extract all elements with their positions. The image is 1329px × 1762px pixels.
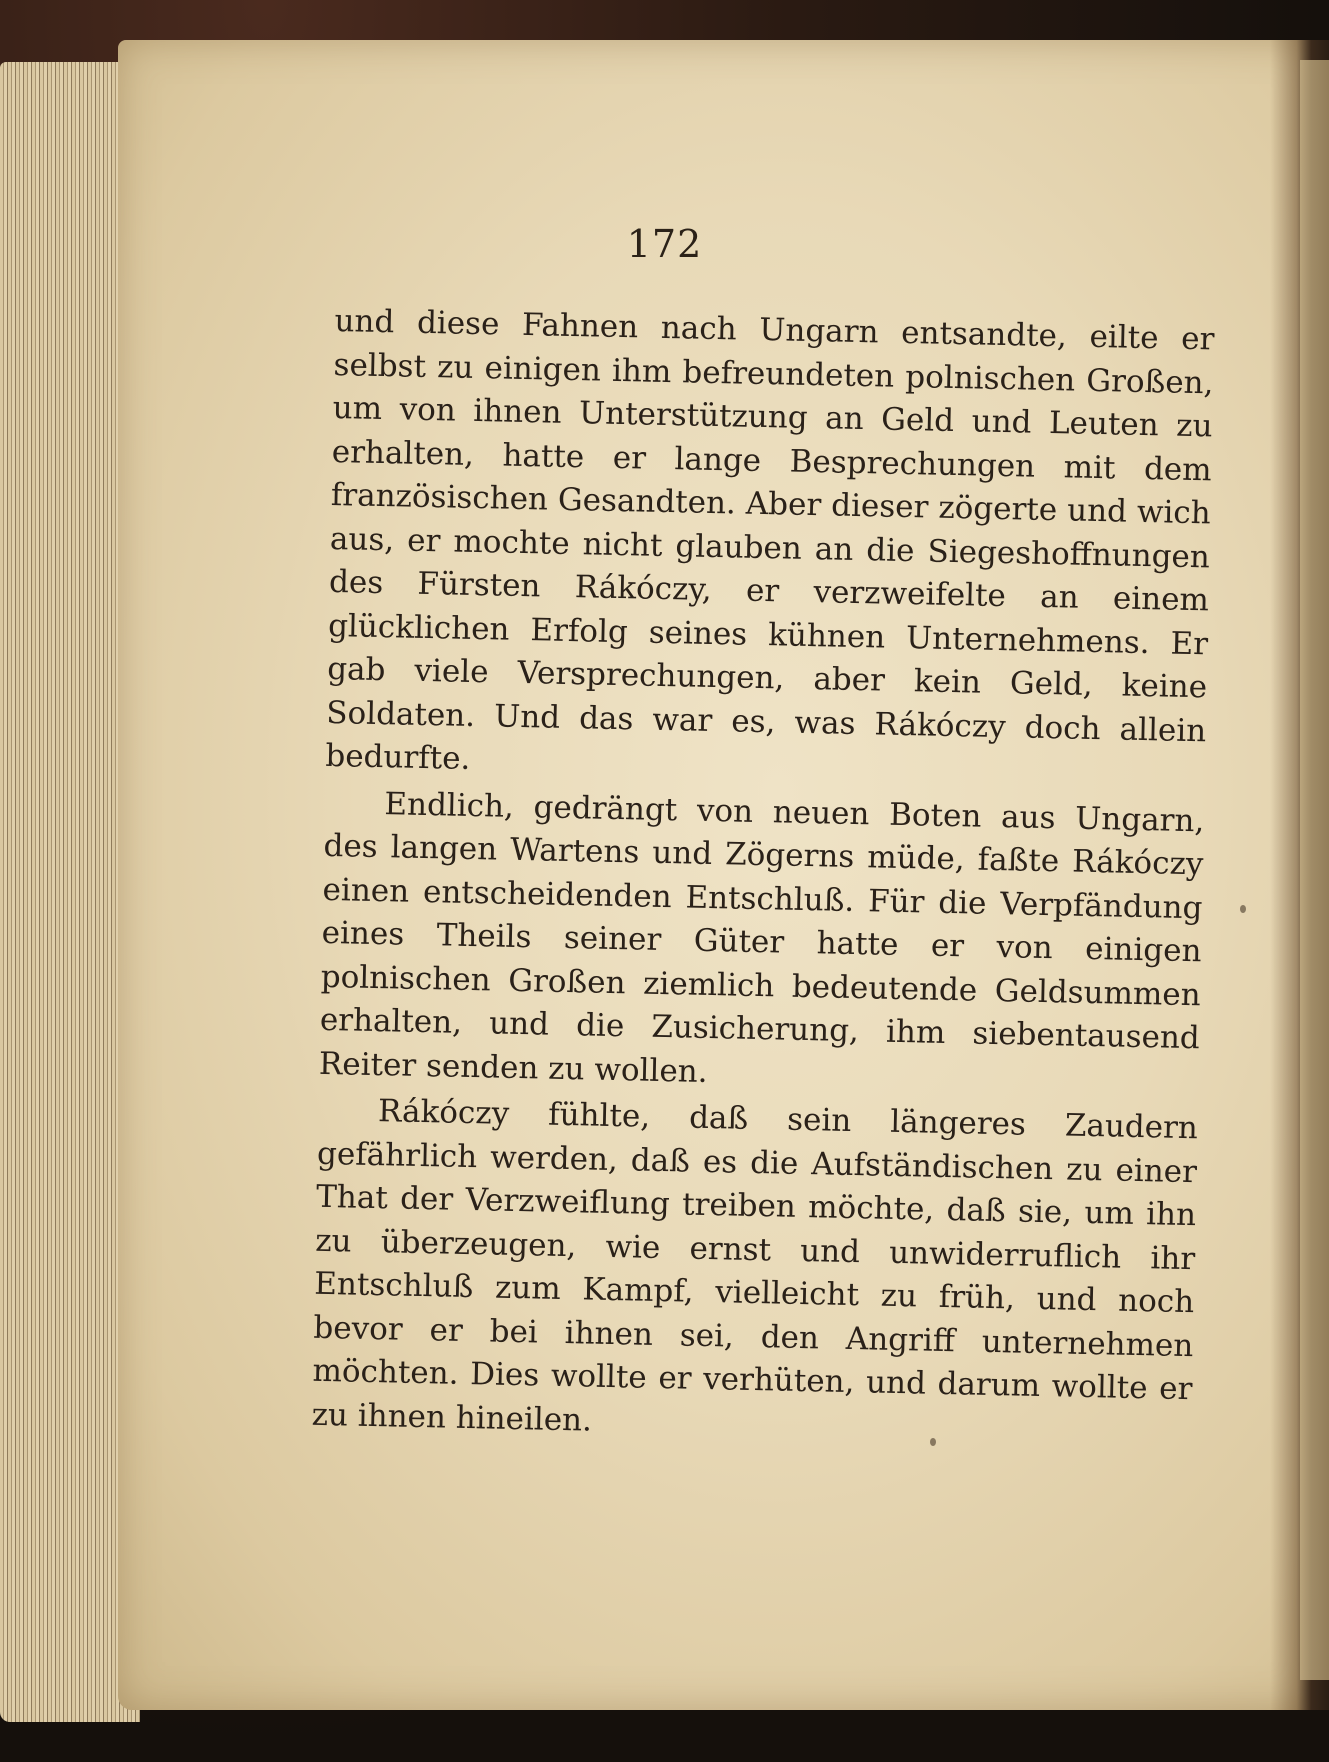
facing-page-edge (1300, 60, 1329, 1680)
paragraph-1: und diese Fahnen nach Ungarn entsandte, eilte er selbst zu einigen ihm befreundeten polnischen Großen, um von ihnen Unterstützung an Geld und Leuten zu erhalten, hatte er lange Besprechungen mit dem französischen Gesandten. Aber dieser zögerte und wich aus, er mochte nicht glauben an die Siegeshoffnungen des Fürsten Rákóczy, er verzweifelte an einem glücklichen Erfolg seines kühnen Unternehmens. Er gab viele Versprechungen, aber kein Geld, keine Soldaten. Und das war es, was Rákóczy doch allein bedurfte. (325, 302, 1215, 777)
paragraph-3: Rákóczy fühlte, daß sein längeres Zaudern gefährlich werden, daß es die Aufständischen zu einer That der Verzweiflung treiben möchte, daß sie, um ihn zu überzeugen, wie ernst und unwiderruflich ihr Entschluß zum Kampf, vielleicht zu früh, und noch bevor er bei ihnen sei, den Angriff unternehmen möchten. Dies wollte er verhüten, und darum wollte er zu ihnen hineilen. (311, 1093, 1199, 1439)
paragraph-2: Endlich, gedrängt von neuen Boten aus Ungarn, des langen Wartens und Zögerns müde, faßte Rákóczy einen entscheidenden Entschluß. Für die Verpfändung eines Theils seiner Güter hatte er von einigen polnischen Großen ziemlich bedeutende Geldsummen erhalten, und die Zusicherung, ihm siebentausend Reiter senden zu wollen. (318, 785, 1205, 1090)
body-text (311, 300, 1215, 1455)
paper-spot (1240, 905, 1246, 913)
paper-spot (930, 1438, 936, 1446)
page-number: 172 (626, 222, 703, 266)
